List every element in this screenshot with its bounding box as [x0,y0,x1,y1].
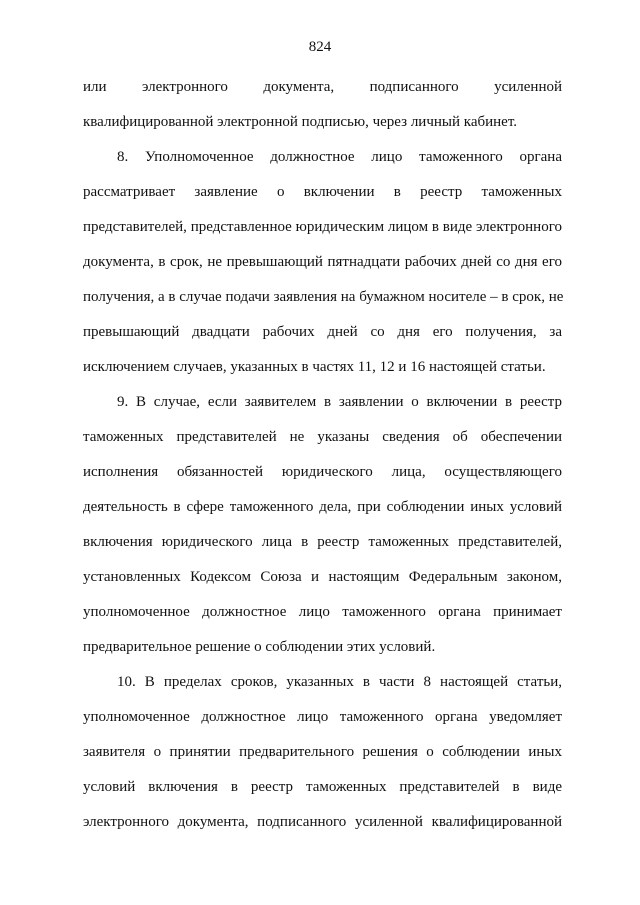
paragraph-10-line-2: уполномоченное должностное лицо таможенного органа уведомляет [83,709,562,725]
paragraph-8-line-6: превышающий двадцати рабочих дней со дня его получения, за [83,324,562,340]
paragraph-9-line-1: 9. В случае, если заявителем в заявлении о включении в реестр [117,394,562,410]
paragraph-9-line-7: уполномоченное должностное лицо таможенного органа принимает [83,604,562,620]
paragraph-10-line-5: электронного документа, подписанного усиленной квалифицированной [83,814,562,830]
paragraph-9-line-3: исполнения обязанностей юридического лица, осуществляющего [83,464,562,480]
page-number: 824 [308,39,332,55]
paragraph-8-line-3: представителей, представленное юридическим лицом в виде электронного [83,219,562,235]
paragraph-8-line-1: 8. Уполномоченное должностное лицо таможенного органа [117,149,562,165]
paragraph-9-line-4: деятельность в сфере таможенного дела, при соблюдении иных условий [83,499,562,515]
paragraph-8-line-4: документа, в срок, не превышающий пятнадцати рабочих дней со дня его [83,254,562,270]
text-line-1: или электронного документа, подписанного усиленной [83,79,562,95]
paragraph-8-line-5: получения, а в случае подачи заявления на бумажном носителе – в срок, не [83,289,564,305]
paragraph-10-line-4: условий включения в реестр таможенных представителей в виде [83,779,562,795]
paragraph-8-line-7: исключением случаев, указанных в частях 11, 12 и 16 настоящей статьи. [83,359,546,375]
text-line-2: квалифицированной электронной подписью, через личный кабинет. [83,114,518,130]
paragraph-10-line-1: 10. В пределах сроков, указанных в части 8 настоящей статьи, [117,674,562,690]
paragraph-9-line-6: установленных Кодексом Союза и настоящим Федеральным законом, [83,569,562,585]
paragraph-8-line-2: рассматривает заявление о включении в реестр таможенных [83,184,562,200]
paragraph-9-line-5: включения юридического лица в реестр таможенных представителей, [83,534,562,550]
paragraph-9-line-2: таможенных представителей не указаны сведения об обеспечении [83,429,562,445]
paragraph-10-line-3: заявителя о принятии предварительного решения о соблюдении иных [83,744,562,760]
paragraph-9-line-8: предварительное решение о соблюдении этих условий. [83,639,436,655]
